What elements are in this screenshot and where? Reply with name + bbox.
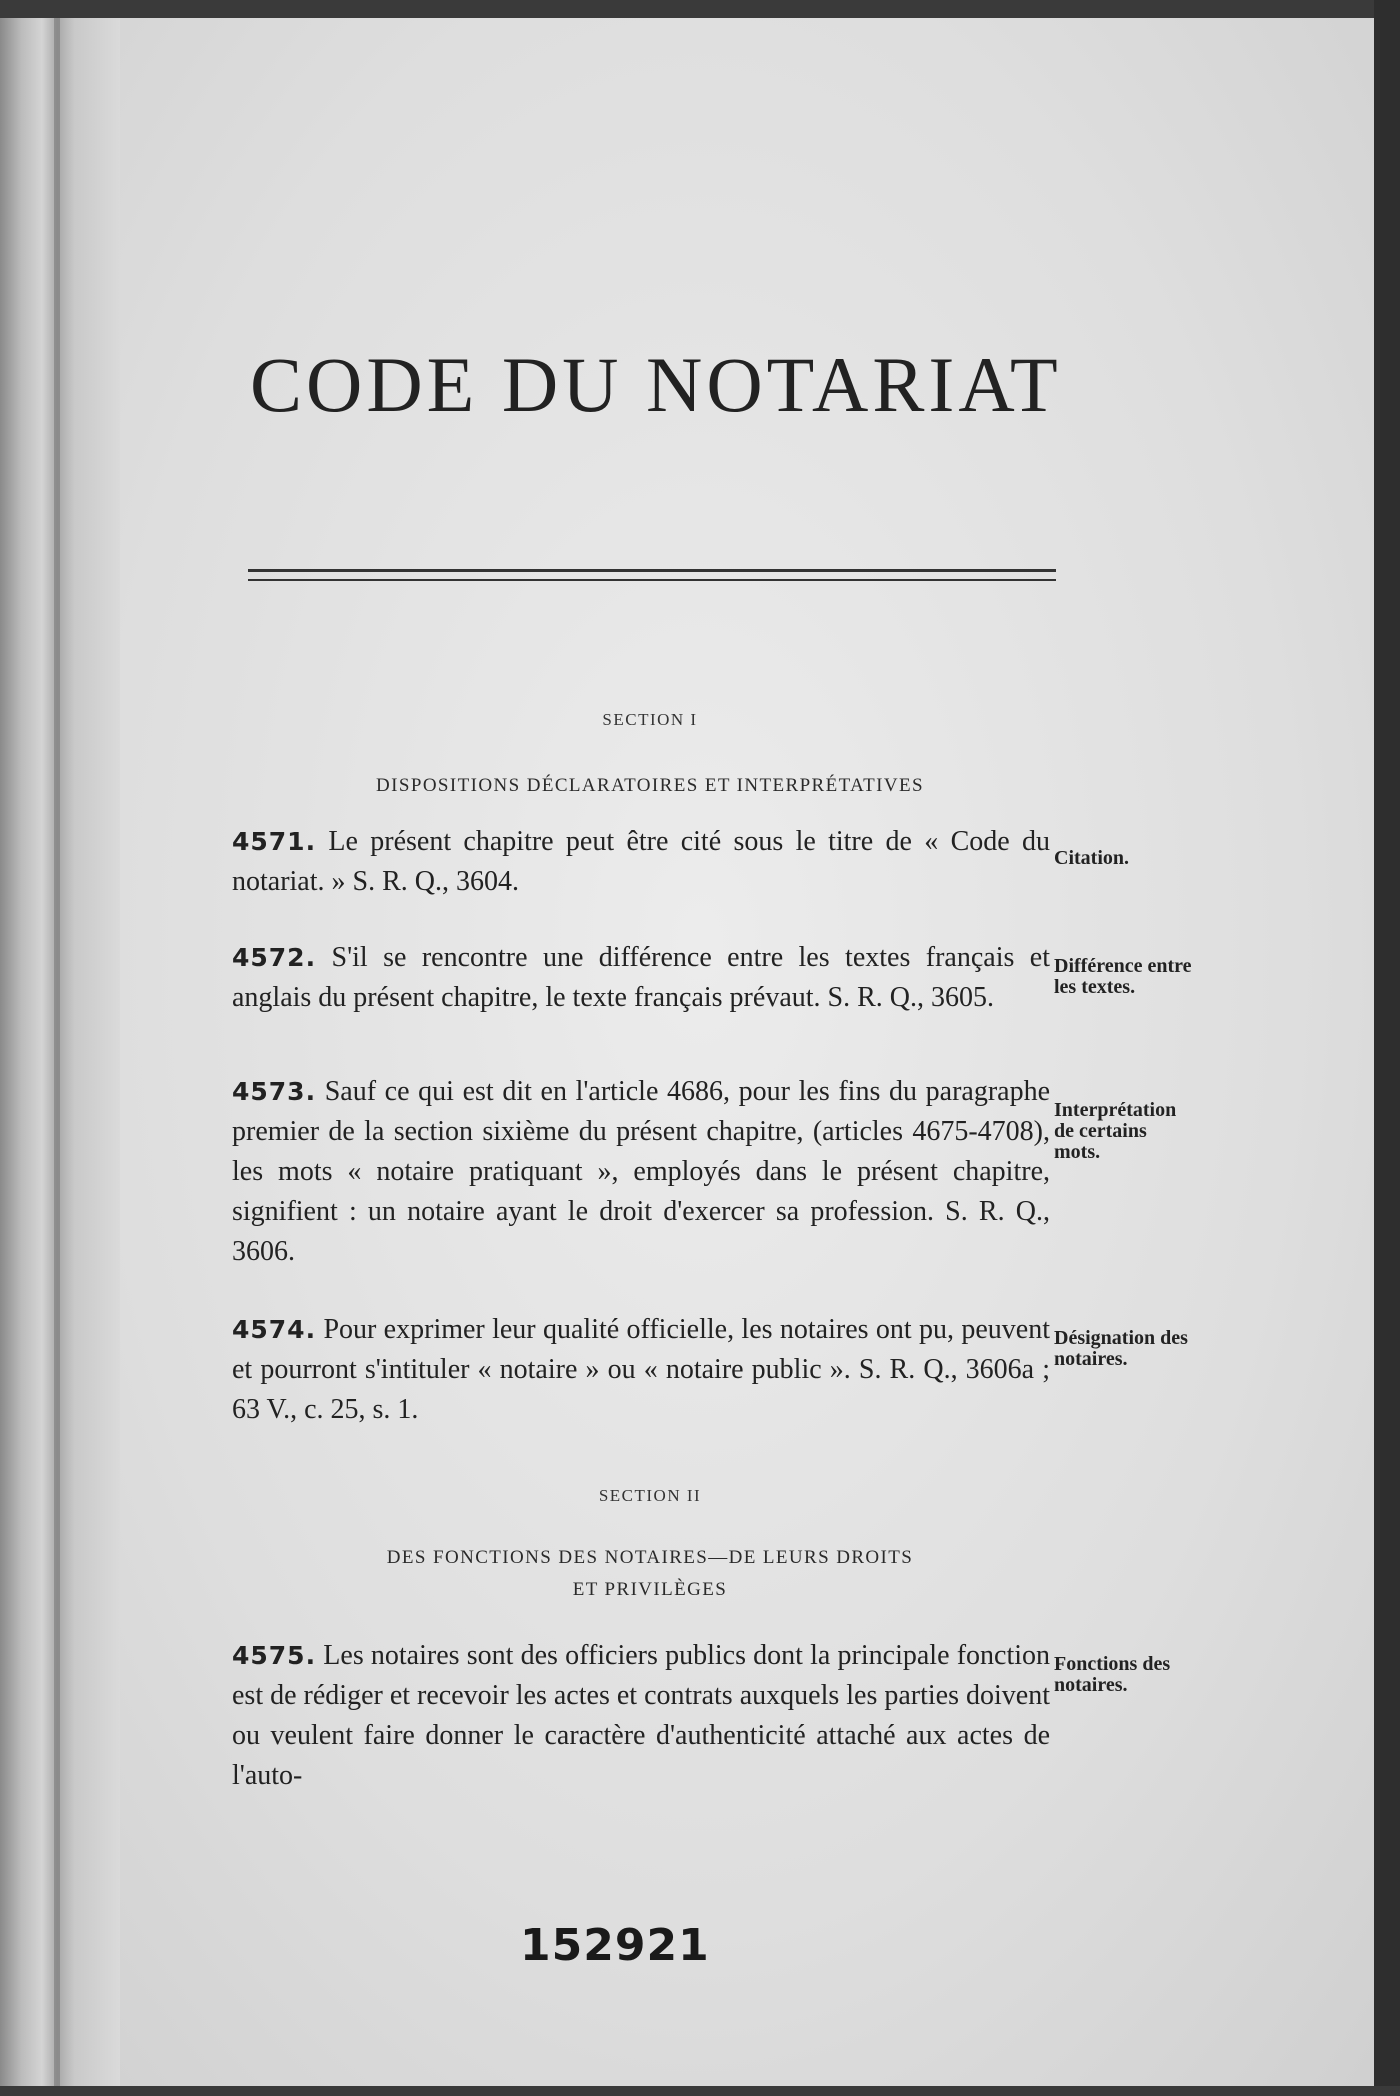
margin-note-interpretation: Interprétation de certains mots.: [1054, 1099, 1177, 1163]
book-spine: [0, 0, 120, 2096]
article-number: 4572.: [232, 943, 317, 972]
article-text: Sauf ce qui est dit en l'article 4686, pour les fins du paragraphe premier de la section sixième du présent chapitre, (articles 4675-4708), les mots « notaire pratiquant », employés dans le présent chapitre, signifient : un notaire ayant le droit d'exercer sa profession. S. R. Q., 3606.: [232, 1076, 1050, 1267]
margin-note-designation: Désignation des notaires.: [1054, 1327, 1188, 1370]
article-number: 4574.: [232, 1315, 317, 1344]
scan-border-bottom: [0, 2086, 1400, 2096]
article-number: 4573.: [232, 1077, 317, 1106]
title-rule-thick: [248, 569, 1056, 572]
margin-note-difference: Différence entre les textes.: [1054, 955, 1192, 998]
article-4573: [232, 1072, 1050, 1272]
article-text: Le présent chapitre peut être cité sous le titre de « Code du notariat. » S. R. Q., 3604.: [232, 826, 1050, 897]
article-number: 4571.: [232, 827, 317, 856]
margin-note-fonctions: Fonctions des notaires.: [1054, 1653, 1171, 1696]
section-2-heading-line1: DES FONCTIONS DES NOTAIRES—DE LEURS DROITS: [386, 1547, 914, 1568]
document-title: CODE DU NOTARIAT: [250, 341, 1062, 428]
article-number: 4575.: [232, 1641, 317, 1670]
article-4572: [232, 938, 1050, 1018]
page-number: 152921: [520, 1920, 710, 1971]
section-2-label: SECTION II: [598, 1486, 702, 1505]
margin-note-citation: Citation.: [1054, 847, 1129, 869]
scan-border-top: [0, 0, 1400, 18]
article-text: Pour exprimer leur qualité officielle, les notaires ont pu, peuvent et pourront s'intituler « notaire » ou « notaire public ». S. R. Q., 3606a ; 63 V., c. 25, s. 1.: [232, 1314, 1050, 1425]
article-4575: [232, 1636, 1050, 1796]
article-text: Les notaires sont des officiers publics dont la principale fonction est de rédiger et recevoir les actes et contrats auxquels les parties doivent ou veulent faire donner le caractère d'authenticité attaché aux actes de l'auto-: [232, 1640, 1051, 1791]
article-4571: [232, 822, 1050, 902]
section-1-heading: DISPOSITIONS DÉCLARATOIRES ET INTERPRÉTATIVES: [376, 775, 924, 796]
section-1-label: SECTION I: [602, 710, 698, 729]
article-text: S'il se rencontre une différence entre les textes français et anglais du présent chapitre, le texte français prévaut. S. R. Q., 3605.: [232, 942, 1050, 1013]
scan-border-right: [1374, 0, 1400, 2096]
article-4574: [232, 1310, 1050, 1430]
section-2-heading-line2: ET PRIVILÈGES: [572, 1579, 728, 1600]
title-rule-thin: [248, 579, 1056, 581]
